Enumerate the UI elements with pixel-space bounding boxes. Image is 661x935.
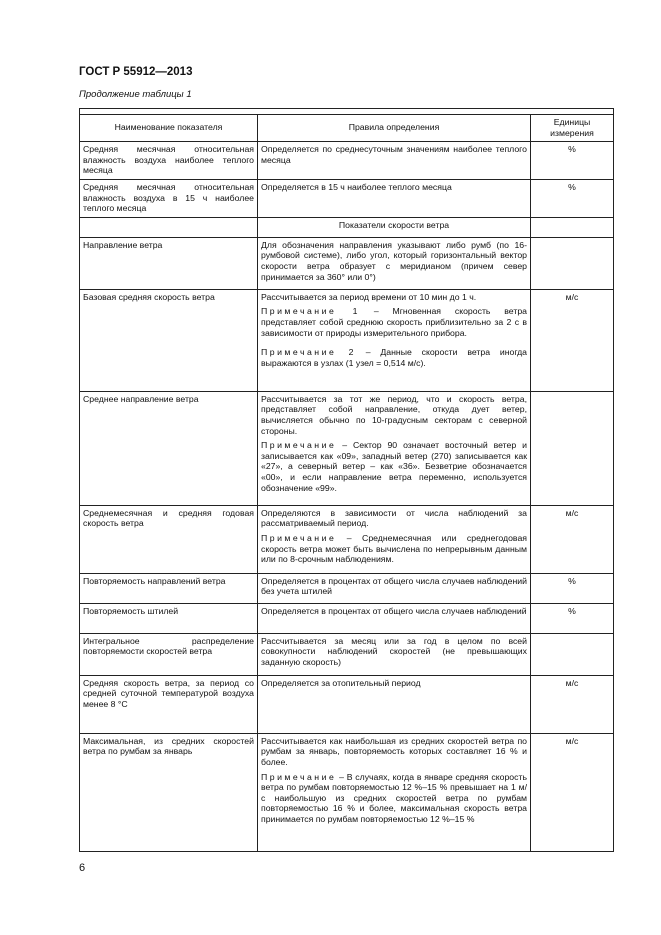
row-rule: Определяется в процентах от общего числа случаев наблюдений — [258, 603, 531, 633]
row-rule: Рассчитывается за месяц или за год в целом по всей совокупности наблюдений скоростей (не превышающих заданную скорость) — [258, 633, 531, 675]
row-unit — [531, 237, 614, 289]
row-name: Среднемесячная и средняя годовая скорость ветра — [80, 505, 258, 573]
row-rule — [258, 505, 531, 573]
row-rule — [258, 289, 531, 391]
column-header-name: Наименование показателя — [80, 115, 258, 142]
row-unit: % — [531, 603, 614, 633]
row-unit: м/с — [531, 289, 614, 391]
row-unit: % — [531, 179, 614, 217]
row-rule: Для обозначения направления указывают либо румб (по 16-румбовой системе), либо угол, который горизонтальный вектор скорости ветра образует с меридианом (причем север принимается за 360° или 0°) — [258, 237, 531, 289]
table-row — [80, 675, 614, 733]
table-row — [80, 733, 614, 851]
note-paragraph — [261, 440, 527, 493]
row-name: Средняя месячная относительная влажность воздуха в 15 ч наиболее теплого месяца — [80, 179, 258, 217]
column-header-rule: Правила определения — [258, 115, 531, 142]
note-label: Примечание 1 — [261, 306, 360, 317]
parameters-table — [79, 108, 614, 852]
note-paragraph — [261, 772, 527, 825]
column-header-unit: Единицы измерения — [531, 115, 614, 142]
row-unit — [531, 391, 614, 505]
rule-text: Определяются в зависимости от числа наблюдений за рассматриваемый период. — [261, 507, 527, 529]
row-rule — [258, 391, 531, 505]
row-unit: м/с — [531, 675, 614, 733]
row-unit — [531, 633, 614, 675]
row-name: Интегральное распределение повторяемости скоростей ветра — [80, 633, 258, 675]
note-label: Примечание — [261, 532, 337, 543]
table-row — [80, 573, 614, 603]
rule-text: Рассчитывается за тот же период, что и скорость ветра, представляет собой направление, откуда дует ветер, вычисляется обычно по 10-градусным секторам с северной стороны. — [261, 393, 527, 436]
note-text: – В случаях, когда в январе средняя скорость ветра по румбам повторяемостью 12 %–15 % превышает на 1 м/с наибольшую из средних скоростей ветра по румбам повторяемостью 16 % и более, максимальная скорость ветра принимается по румбам повторяемостью 12 %–15 % — [261, 771, 527, 824]
row-rule: Определяется в 15 ч наиболее теплого месяца — [258, 179, 531, 217]
table-row — [80, 179, 614, 217]
row-unit: % — [531, 142, 614, 180]
row-name: Базовая средняя скорость ветра — [80, 289, 258, 391]
table-row — [80, 505, 614, 573]
row-name: Повторяемость направлений ветра — [80, 573, 258, 603]
row-name: Средняя месячная относительная влажность воздуха наиболее теплого месяца — [80, 142, 258, 180]
table-header-row — [80, 115, 614, 142]
table-row — [80, 237, 614, 289]
note-label: Примечание 2 — [261, 347, 356, 358]
row-name: Средняя скорость ветра, за период со средней суточной температурой воздуха менее 8 °С — [80, 675, 258, 733]
rule-text: Рассчитывается как наибольшая из средних скоростей ветра по румбам за январь, повторяемость которых составляет 16 % и более. — [261, 735, 527, 767]
table-row — [80, 289, 614, 391]
row-name: Максимальная, из средних скоростей ветра по румбам за январь — [80, 733, 258, 851]
table-continuation-caption: Продолжение таблицы 1 — [79, 89, 192, 100]
document-code: ГОСТ Р 55912—2013 — [79, 66, 193, 78]
note-label: Примечание — [261, 440, 337, 451]
note-text: – Мгновенная скорость ветра представляет собой среднюю скорость приблизительно за 2 с в зависимости от природы измерительного прибора. — [261, 306, 527, 338]
table-row — [80, 603, 614, 633]
row-name: Направление ветра — [80, 237, 258, 289]
table-row — [80, 142, 614, 180]
page-number: 6 — [79, 862, 86, 874]
note-paragraph — [261, 533, 527, 565]
table-row — [80, 391, 614, 505]
row-unit: м/с — [531, 733, 614, 851]
note-label: Примечание — [261, 771, 337, 782]
row-name: Среднее направление ветра — [80, 391, 258, 505]
rule-text: Рассчитывается за период времени от 10 мин до 1 ч. — [261, 291, 477, 302]
row-unit: % — [531, 573, 614, 603]
note-paragraph — [261, 306, 527, 338]
row-rule: Определяется по среднесуточным значениям наиболее теплого месяца — [258, 142, 531, 180]
row-rule: Определяется за отопительный период — [258, 675, 531, 733]
note-text: – Сектор 90 означает восточный ветер и записывается как «09», западный ветер (270) записывается как «27», а северный ветер – как «36». Безветрие обозначается «00», и если направление ветра переменно, используется обозначение «99». — [261, 440, 527, 493]
row-rule — [258, 733, 531, 851]
row-name: Повторяемость штилей — [80, 603, 258, 633]
row-rule: Определяется в процентах от общего числа случаев наблюдений без учета штилей — [258, 573, 531, 603]
note-text: – Данные скорости ветра иногда выражаются в узлах (1 узел = 0,514 м/с). — [261, 347, 528, 368]
section-title: Показатели скорости ветра — [258, 217, 531, 237]
section-row — [80, 217, 614, 237]
table-row — [80, 633, 614, 675]
note-paragraph — [261, 347, 527, 368]
row-unit: м/с — [531, 505, 614, 573]
note-text: – Среднемесячная или среднегодовая скорость ветра может быть вычислена по непрерывным данным или по 8-срочным наблюдениям. — [261, 532, 527, 565]
